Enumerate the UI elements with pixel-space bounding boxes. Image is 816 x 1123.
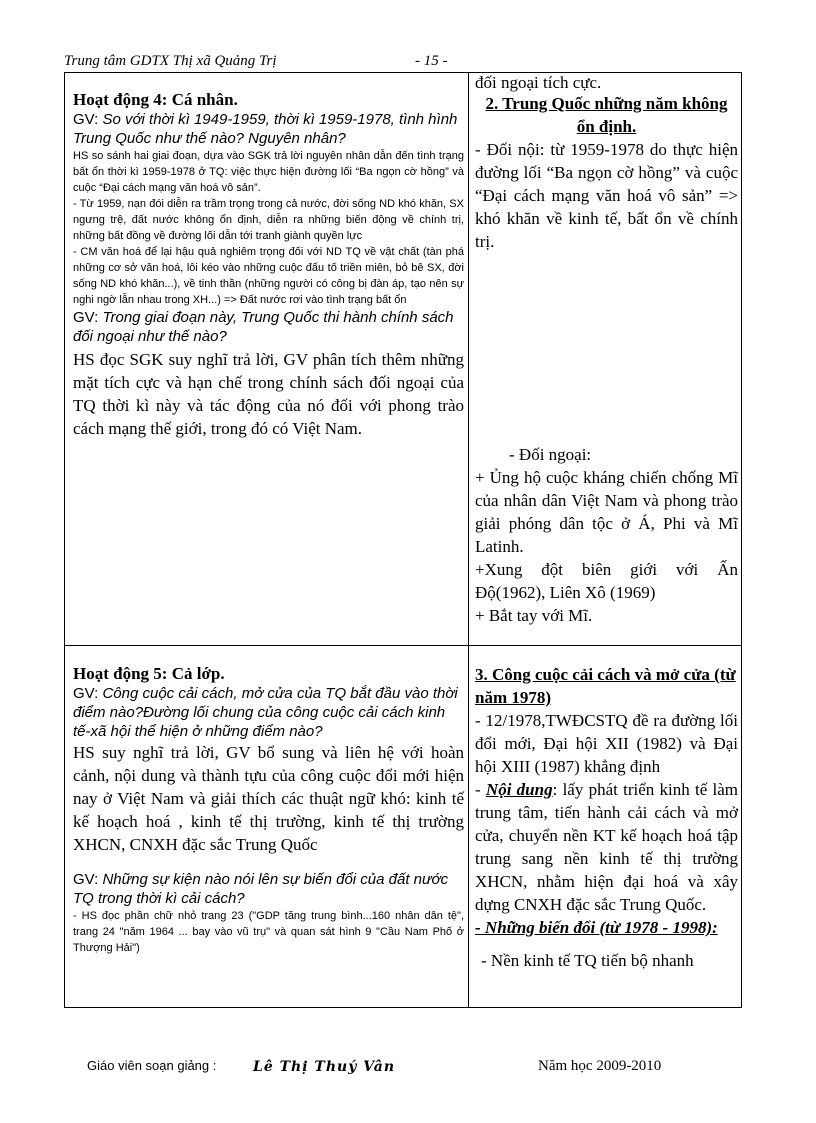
activity-4-title: Hoạt động 4: Cá nhân. <box>73 90 238 109</box>
changes-heading: - Những biến đổi (từ 1978 - 1998): <box>475 918 718 937</box>
foreign-policy-heading: - Đối ngoại: <box>509 445 592 464</box>
foreign-policy-item: + Bắt tay với Mĩ. <box>475 606 593 625</box>
foreign-policy-item: +Xung đột biên giới với Ấn Độ(1962), Liên Xô (1969) <box>475 560 738 602</box>
section-2-title: 2. Trung Quốc những năm không ổn định. <box>485 94 728 136</box>
student-activity: HS đọc SGK suy nghĩ trả lời, GV phân tích thêm những mặt tích cực và hạn chế trong chính sách đối ngoại của TQ thời kì này và tác động của nó đối với phong trào cách mạng thế giới, trong đó có Việt Nam. <box>73 350 464 438</box>
teacher-question <box>73 308 464 346</box>
center-name: Trung tâm GDTX Thị xã Quảng Trị <box>64 53 277 69</box>
content-text: : lấy phát triển kinh tế làm trung tâm, tiến hành cải cách và mở cửa, chuyển nền KT kế hoạch hoá tập trung sang nền kinh tế thị trường XHCN, nhằm hiện đại hoá và xây dựng CNXH đặc sắc Trung Quốc. <box>475 780 738 914</box>
lesson-table <box>64 72 742 1008</box>
question-text: Những sự kiện nào nói lên sự biến đổi của đất nước TQ trong thời kì cải cách? <box>73 871 449 907</box>
question-text: Công cuộc cải cách, mở cửa của TQ bắt đầu vào thời điểm nào?Đường lối chung của công cuộc cải cách kinh tế-xã hội thể hiện ở những điểm nào? <box>73 685 458 740</box>
gv-label: GV: <box>73 871 103 888</box>
economy-progress: - Nền kinh tế TQ tiến bộ nhanh <box>481 951 694 970</box>
gv-label: GV: <box>73 685 103 702</box>
left-cell-activity-5 <box>65 646 469 1008</box>
question-text: So với thời kì 1949-1959, thời kì 1959-1978, tình hình Trung Quốc như thế nào? Nguyên nhân? <box>73 111 458 147</box>
reform-content <box>475 778 738 916</box>
student-activity: HS suy nghĩ trả lời, GV bổ sung và liên hệ với hoàn cảnh, nội dung và thành tựu của công cuộc đổi mới hiện nay ở Việt Nam và giải thích các thuật ngữ khó: kinh tế kế hoạch hoá , kinh tế thị trường, kinh tế thị trường XHCN, CNXH đặc sắc Trung Quốc <box>73 743 464 854</box>
table-row-activity-5 <box>65 646 742 1008</box>
gv-label: GV: <box>73 309 103 326</box>
continued-text: đối ngoại tích cực. <box>475 73 602 92</box>
section-3-title: 3. Công cuộc cải cách và mở cửa (từ năm 1978) <box>475 665 736 707</box>
teacher-label: Giáo viên soạn giảng : <box>87 1058 217 1073</box>
page-number: - 15 - <box>415 53 448 69</box>
teacher-question <box>73 684 464 741</box>
teacher-signature: Lê Thị Thuý Vân <box>253 1059 396 1075</box>
content-keyword: Nội dung <box>485 780 553 799</box>
table-row-activity-4 <box>65 73 742 646</box>
school-year: Năm học 2009-2010 <box>538 1058 662 1074</box>
foreign-policy-item: + Ủng hộ cuộc kháng chiến chống Mĩ của nhân dân Việt Nam và phong trào giải phóng dân tộc ở Á, Phi và Mĩ Latinh. <box>475 468 738 556</box>
student-reading-task: - HS đọc phần chữ nhỏ trang 23 ("GDP tăng trung bình...160 nhân dân tệ", trang 24 "năm 1964 ... bay vào vũ trụ" và quan sát hình 9 "Cầu Nam Phố ở Thượng Hải") <box>73 910 464 954</box>
activity-5-title: Hoạt động 5: Cả lớp. <box>73 664 225 683</box>
student-answer: HS so sánh hai giai đoạn, dựa vào SGK trả lời nguyên nhân dẫn đến tình trạng bất ổn thời kì 1959-1978 ở TQ: việc thực hiện đường lối “Ba ngọn cờ hồng” và cuộc “Đại cách mạng văn hoá vô sản”. <box>73 150 464 194</box>
dash: - <box>475 780 486 799</box>
domestic-policy: - Đối nội: từ 1959-1978 do thực hiện đường lối “Ba ngọn cờ hồng” và cuộc “Đại cách mạng văn hoá vô sản” => khó khăn về kinh tế, bất ổn về chính trị. <box>475 140 738 251</box>
note-paragraph: - Từ 1959, nạn đói diễn ra trầm trọng trong cả nước, đời sống ND khó khăn, SX ngưng trệ, đất nước không ổn định, diễn ra những biến động về chính trị, những bất đồng về đường lối dẫn tới tranh giành quyền lực <box>73 198 464 242</box>
teacher-question <box>73 110 464 148</box>
gv-label: GV: <box>73 111 103 128</box>
reform-paragraph: - 12/1978,TWĐCSTQ đề ra đường lối đổi mới, Đại hội XII (1982) và Đại hội XIII (1987) khẳng định <box>475 711 738 776</box>
teacher-question <box>73 870 464 908</box>
right-cell-section-2 <box>469 73 742 646</box>
question-text: Trong giai đoạn này, Trung Quốc thi hành chính sách đối ngoại như thế nào? <box>73 309 454 345</box>
left-cell-activity-4 <box>65 73 469 646</box>
right-cell-section-3 <box>469 646 742 1008</box>
note-paragraph: - CM văn hoá để lại hậu quả nghiêm trọng đối với ND TQ về vật chất (tàn phá những cơ sở văn hoá, lôi kéo vào những cuộc đấu tố triền miên, bỏ bê SX, đời sống ND khó khăn...), về tinh thần (những người có công bị đàn áp, tạo nên sự nghi ngờ lẫn nhau trong XH...) => Đất nước rơi vào tình trạng bất ổn <box>73 246 464 306</box>
